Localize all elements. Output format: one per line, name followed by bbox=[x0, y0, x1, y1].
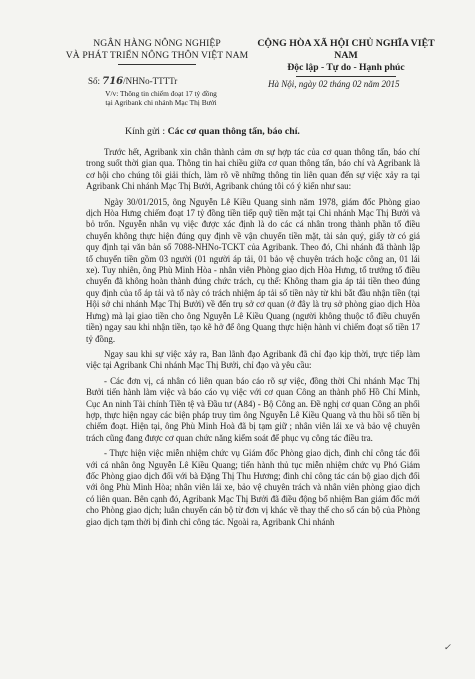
greeting-recipient: Các cơ quan thông tấn, báo chí. bbox=[167, 126, 300, 137]
document-subject bbox=[86, 89, 236, 107]
page-mark: ✓ bbox=[443, 642, 451, 652]
national-heading bbox=[246, 38, 446, 77]
paragraph: Ngay sau khi sự việc xảy ra, Ban lãnh đạo Agribank đã chỉ đạo kịp thời, trực tiếp làm việc tại Agribank Chi nhánh Mạc Thị Bưởi, chỉ đạo và yêu cầu: bbox=[86, 348, 420, 371]
subject-line-1: V/v: Thông tin chiếm đoạt 17 tỷ đồng bbox=[105, 89, 217, 98]
country-name: CỘNG HÒA XÃ HỘI CHỦ NGHĨA VIỆT NAM bbox=[257, 38, 435, 61]
paragraph: - Các đơn vị, cá nhân có liên quan báo cáo rõ sự việc, đồng thời Chi nhánh Mạc Thị Bưởi tiến hành làm việc và báo cáo vụ việc với cơ quan Công an thành phố Hồ Chí Minh, Cục An ninh Tài chính Tiền tệ và Đầu tư (A84) - Bộ Công an. Đề nghị cơ quan Công an phối hợp, thực hiện ngay các biện pháp truy tìm ông Nguyễn Lê Kiều Quang và thu hồi số tiền bị chiếm đoạt. Hiện tại, ông Phù Minh Hoà đã bị tạm giữ ; nhân viên lái xe và bảo vệ chuyên trách cũng đang được cơ quan chức năng kiểm soát để phục vụ công tác điều tra. bbox=[86, 375, 420, 443]
doc-no-suffix: /NHNo-TTTTr bbox=[123, 76, 178, 86]
paragraph: Ngày 30/01/2015, ông Nguyễn Lê Kiều Quang sinh năm 1978, giám đốc Phòng giao dịch Hòa Hưng chiếm đoạt 17 tỷ đồng tiền tiếp quỹ tiền mặt tại Chi nhánh Mạc Thị Bưởi và bỏ trốn. Nguyễn nhân vụ việc được xác định là do các cá nhân trong thành phần tổ điều chuyển không thực hiện đúng quy định về vận chuyển tiền mặt, tài sản quý, giấy tờ có giá quy định tại văn bản số 7088-NHNo-TCKT của Agribank. Theo đó, Chi nhánh đã thành lập tổ chuyển tiền gồm 03 người (01 người áp tải, 01 bảo vệ chuyên trách hoặc công an, 01 lái xe). Tuy nhiên, ông Phù Minh Hòa - nhân viên Phòng giao dịch Hòa Hưng, tổ trưởng tổ điều chuyển đã không hoàn thành đúng chức trách, cụ thể: Không tham gia áp tải tiền theo đúng quy định của tổ áp tải và tổ này có trách nhiệm áp tải số tiền này từ khi bắt đầu nhận tiền (tại Hội sở chi nhánh Mạc Thị Bưởi) về đến trụ sở cơ quan (ở đây là trụ sở phòng giao dịch Hòa Hưng) mà lại giao tiền cho ông Nguyễn Lê Kiều Quang (người không thuộc tổ điều chuyển tiền) ngay sau khi nhận tiền, tạo kẽ hở để ông Quang thực hiện hành vi chiếm đoạt số tiền 17 tỷ đồng. bbox=[86, 196, 420, 344]
org-line-1: NGÂN HÀNG NÔNG NGHIỆP bbox=[93, 38, 221, 49]
motto-divider bbox=[296, 76, 396, 77]
doc-no-value: 716 bbox=[102, 76, 124, 87]
greeting-prefix: Kính gửi : bbox=[125, 126, 166, 137]
national-motto: Độc lập - Tự do - Hạnh phúc bbox=[287, 62, 405, 73]
org-divider bbox=[118, 64, 196, 65]
paragraph: Trước hết, Agribank xin chân thành cảm ơn sự hợp tác của cơ quan thông tấn, báo chí trong suốt thời gian qua. Thông tin hai chiều giữa cơ quan thông tấn, báo chí và Agribank là cơ hội cho chúng tôi giải thích, làm rõ về những thông tin liên quan đến sự việc xảy ra tại Agribank Chi nhánh Mạc Thị Bưởi, Agribank chúng tôi có ý kiến như sau: bbox=[86, 147, 420, 192]
paragraph: - Thực hiện việc miễn nhiệm chức vụ Giám đốc Phòng giao dịch, đình chỉ công tác đối với cá nhân ông Nguyễn Lê Kiều Quang; tiến hành thủ tục miễn nhiệm chức vụ Phó Giám đốc Phòng giao dịch đối với bà Đặng Thị Thu Hương; đình chỉ công tác cán bộ giao dịch đối với ông Phù Minh Hòa; nhân viên lái xe, bảo vệ chuyên trách và nhân viên phòng giao dịch có liên quan. Bên cạnh đó, Agribank Mạc Thị Bưởi đã điều động bổ nhiệm Ban giám đốc mới cho Phòng giao dịch; luân chuyển cán bộ từ đơn vị khác về thay thế cho số cán bộ của Phòng giao dịch tạm thời bị đình chỉ công tác. Ngoài ra, Agribank Chi nhánh bbox=[86, 448, 420, 527]
issuing-organization bbox=[62, 38, 252, 65]
org-line-2: VÀ PHÁT TRIỂN NÔNG THÔN VIỆT NAM bbox=[65, 50, 249, 61]
document-number bbox=[88, 76, 177, 87]
doc-no-label: Số: bbox=[88, 76, 101, 86]
subject-line-2: tại Agribank chi nhánh Mạc Thị Bưởi bbox=[105, 98, 217, 107]
document-date: Hà Nội, ngày 02 tháng 02 năm 2015 bbox=[268, 79, 400, 89]
greeting bbox=[125, 126, 300, 137]
document-body bbox=[86, 147, 420, 532]
